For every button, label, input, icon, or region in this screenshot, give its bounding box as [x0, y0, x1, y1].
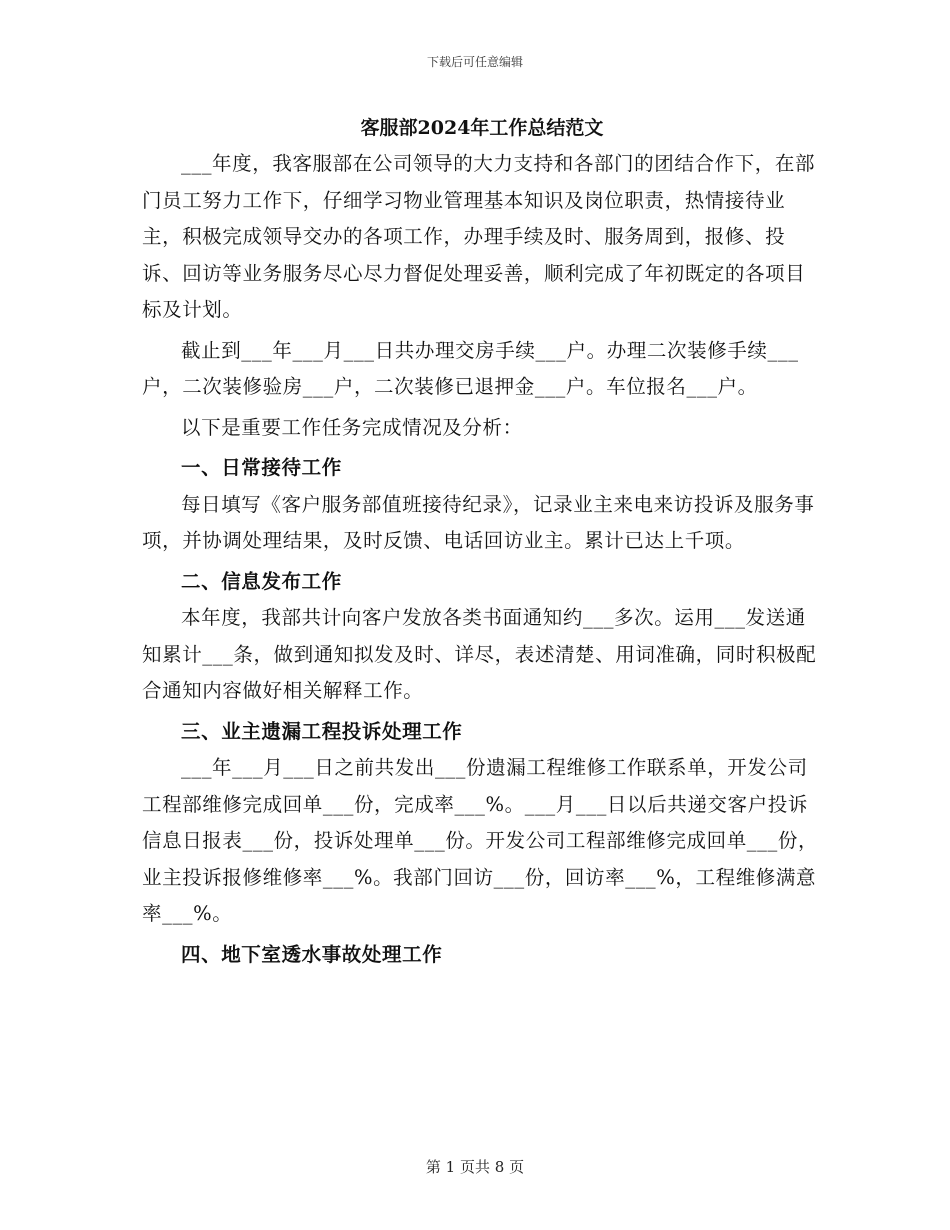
document-body	[142, 112, 822, 973]
section-body: ___年___月___日之前共发出___份遗漏工程维修工作联系单，开发公司工程部维修完成回单___份，完成率___%。___月___日以后共递交客户投诉信息日报表___份，投诉处理单___份。开发公司工程部维修完成回单___份，业主投诉报修维修率___%。我部门回访___份，回访率___%，工程维修满意率___%。	[142, 756, 819, 925]
section-heading: 一、日常接待工作	[181, 456, 342, 479]
intro-paragraph: ___年度，我客服部在公司领导的大力支持和各部门的团结合作下，在部门员工努力工作下，仔细学习物业管理基本知识及岗位职责，热情接待业主，积极完成领导交办的各项工作，办理手续及时、服务周到，报修、投诉、回访等业务服务尽心尽力督促处理妥善，顺利完成了年初既定的各项目标及计划。	[142, 152, 816, 321]
section-heading: 三、业主遗漏工程投诉处理工作	[181, 719, 463, 743]
section-heading: 二、信息发布工作	[181, 569, 342, 593]
page-number: 第 1 页共 8 页	[425, 1158, 525, 1176]
intro-paragraph: 截止到___年___月___日共办理交房手续___户。办理二次装修手续___户，二次装修验房___户，二次装修已退押金___户。车位报名___户。	[142, 338, 799, 398]
header-note: 下载后可任意编辑	[426, 55, 523, 69]
document-title: 客服部2024年工作总结范文	[360, 117, 604, 139]
section-heading: 四、地下室透水事故处理工作	[181, 942, 443, 966]
section-body: 每日填写《客户服务部值班接待纪录》，记录业主来电来访投诉及服务事项，并协调处理结果，及时反馈、电话回访业主。累计已达上千项。	[142, 492, 815, 552]
section-body: 本年度，我部共计向客户发放各类书面通知约___多次。运用___发送通知累计___条，做到通知拟发及时、详尽，表述清楚、用词准确，同时积极配合通知内容做好相关解释工作。	[142, 606, 817, 702]
intro-paragraph: 以下是重要工作任务完成情况及分析：	[181, 415, 523, 439]
